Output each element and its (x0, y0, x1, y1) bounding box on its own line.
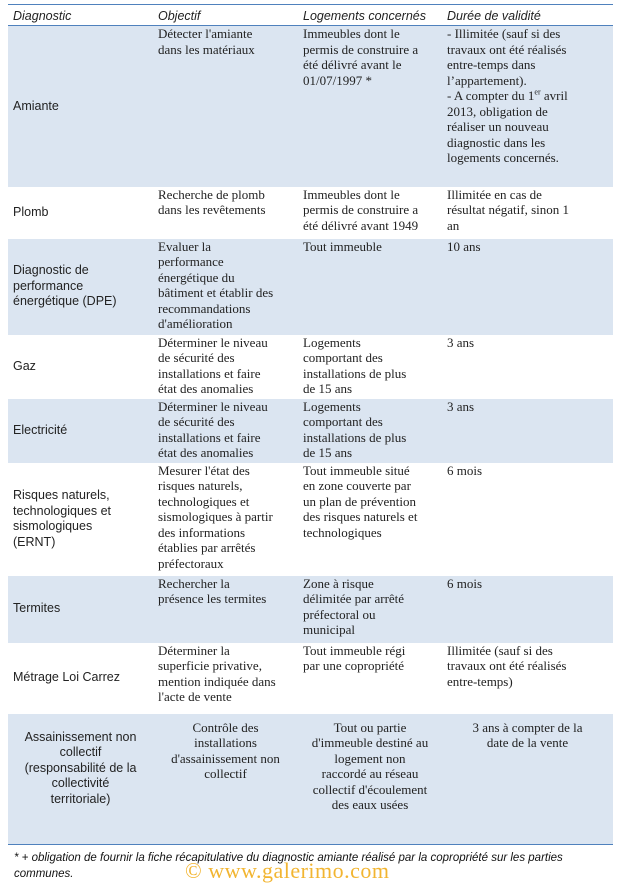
cell-duree: 6 mois (442, 576, 613, 643)
table-header-row (8, 5, 613, 26)
table-row-assainissement (8, 714, 613, 845)
table-row-amiante (8, 26, 613, 187)
diagnostics-table-wrapper (8, 4, 613, 845)
cell-duree: Illimitée en cas de résultat négatif, sinon 1 an (442, 187, 613, 239)
cell-duree: 3 ans (442, 399, 613, 463)
cell-logements: Tout immeuble régi par une copropriété (298, 643, 442, 714)
cell-logements: Immeubles dont le permis de construire a été délivré avant le 01/07/1997 * (298, 26, 442, 187)
cell-duree: 6 mois (442, 463, 613, 576)
watermark: © www.galerimo.com (185, 858, 390, 883)
diagnostics-table (8, 4, 613, 845)
cell-logements: Logements comportant des installations de plus de 15 ans (298, 399, 442, 463)
cell-diagnostic: Assainissement non collectif (responsabilité de la collectivité territoriale) (8, 714, 153, 845)
cell-logements: Tout ou partie d'immeuble destiné au logement non raccordé au réseau collectif d'écoulement des eaux usées (298, 714, 442, 845)
cell-logements: Zone à risque délimitée par arrêté préfectoral ou municipal (298, 576, 442, 643)
table-row-termites (8, 576, 613, 643)
header-diagnostic: Diagnostic (8, 5, 153, 26)
cell-diagnostic: Plomb (8, 187, 153, 239)
header-objectif: Objectif (153, 5, 298, 26)
cell-duree: 3 ans à compter de la date de la vente (442, 714, 613, 845)
cell-objectif: Déterminer le niveau de sécurité des installations et faire état des anomalies (153, 335, 298, 399)
cell-objectif: Détecter l'amiante dans les matériaux (153, 26, 298, 187)
table-row-gaz (8, 335, 613, 399)
cell-objectif: Contrôle des installations d'assainissement non collectif (153, 714, 298, 845)
table-row-ernt (8, 463, 613, 576)
cell-diagnostic: Gaz (8, 335, 153, 399)
table-row-plomb (8, 187, 613, 239)
cell-objectif: Déterminer la superficie privative, mention indiquée dans l'acte de vente (153, 643, 298, 714)
cell-objectif: Recherche de plomb dans les revêtements (153, 187, 298, 239)
footnote: * + obligation de fournir la fiche récapitulative du diagnostic amiante réalisé par la copropriété sur les parties communes. (14, 852, 563, 880)
cell-logements: Logements comportant des installations de plus de 15 ans (298, 335, 442, 399)
cell-diagnostic: Risques naturels, technologiques et sismologiques (ERNT) (8, 463, 153, 576)
cell-diagnostic: Amiante (8, 26, 153, 187)
cell-duree: Illimitée (sauf si des travaux ont été réalisés entre-temps) (442, 643, 613, 714)
cell-duree: 3 ans (442, 335, 613, 399)
cell-logements: Immeubles dont le permis de construire a été délivré avant 1949 (298, 187, 442, 239)
cell-objectif: Déterminer le niveau de sécurité des installations et faire état des anomalies (153, 399, 298, 463)
table-row-loi-carrez (8, 643, 613, 714)
cell-diagnostic: Electricité (8, 399, 153, 463)
cell-logements: Tout immeuble situé en zone couverte par un plan de prévention des risques naturels et technologiques (298, 463, 442, 576)
cell-objectif: Evaluer la performance énergétique du bâtiment et établir des recommandations d'amélioration (153, 239, 298, 335)
cell-objectif: Mesurer l'état des risques naturels, technologiques et sismologiques à partir des informations établies par arrêtés préfectoraux (153, 463, 298, 576)
cell-diagnostic: Diagnostic de performance énergétique (DPE) (8, 239, 153, 335)
header-duree: Durée de validité (442, 5, 613, 26)
cell-diagnostic: Termites (8, 576, 153, 643)
cell-duree: 10 ans (442, 239, 613, 335)
cell-duree: - Illimitée (sauf si des travaux ont été réalisés entre-temps dans l’appartement). - A compter du 1er avril 2013, obligation de réaliser un nouveau diagnostic dans les logements concernés. (442, 26, 613, 187)
header-logements: Logements concernés (298, 5, 442, 26)
table-row-electricite (8, 399, 613, 463)
cell-logements: Tout immeuble (298, 239, 442, 335)
table-row-dpe (8, 239, 613, 335)
cell-objectif: Rechercher la présence les termites (153, 576, 298, 643)
cell-diagnostic: Métrage Loi Carrez (8, 643, 153, 714)
